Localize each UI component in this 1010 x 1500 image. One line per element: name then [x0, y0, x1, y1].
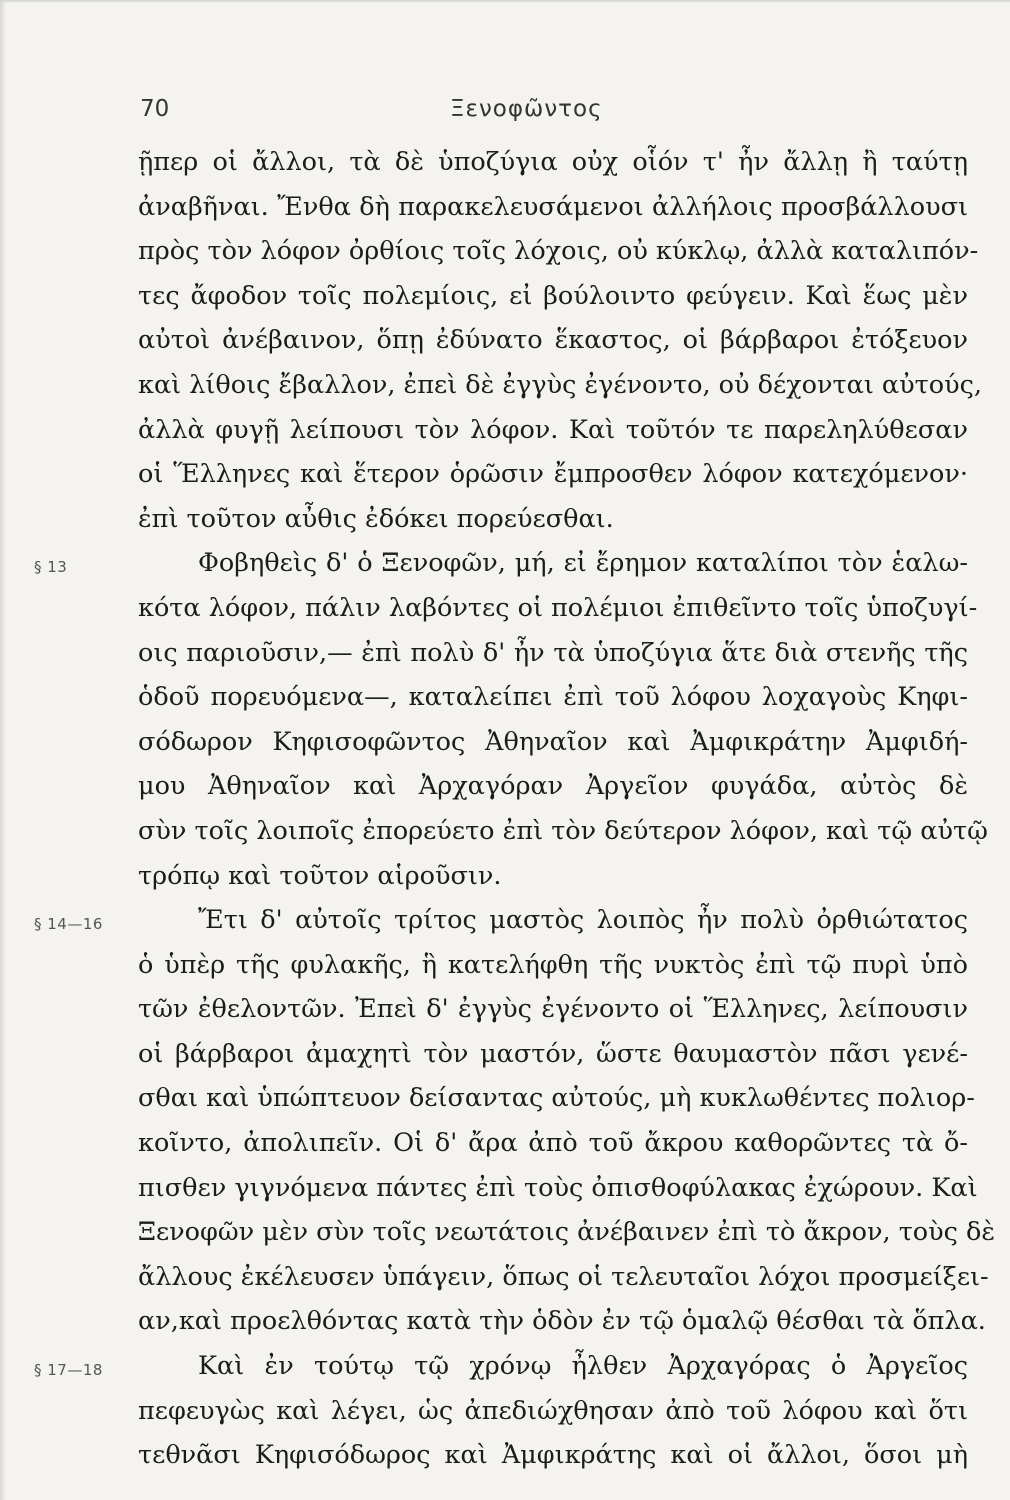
- text-line: [138, 809, 988, 854]
- text-line: [138, 318, 968, 363]
- text-line: [138, 1389, 968, 1434]
- line-text: Καὶ ἐν τούτῳ τῷ χρόνῳ ἦλθεν Ἀρχαγόρας ὁ Ἀργεῖος: [198, 1351, 968, 1382]
- line-text: σὺν τοῖς λοιποῖς ἐπορεύετο ἐπὶ τὸν δεύτερον λόφον, καὶ τῷ αὐτῷ: [138, 815, 988, 846]
- line-text: ῇπερ οἱ ἄλλοι, τὰ δὲ ὑποζύγια οὐχ οἷόν τ' ἦν ἄλλῃ ἢ ταύτῃ: [138, 147, 968, 177]
- line-text: ἀναβῆναι. Ἔνθα δὴ παρακελευσάμενοι ἀλλήλοις προσβάλλουσι: [138, 191, 968, 222]
- line-text: τες ἄφοδον τοῖς πολεμίοις, εἰ βούλοιντο φεύγειν. Καὶ ἕως μὲν: [138, 280, 968, 311]
- line-text: οἱ Ἕλληνες καὶ ἕτερον ὁρῶσιν ἔμπροσθεν λόφον κατεχόμενον·: [138, 459, 968, 490]
- text-line: [138, 1121, 968, 1166]
- page-number: 70: [140, 96, 170, 122]
- text-line: [138, 408, 968, 453]
- text-line: [138, 140, 968, 185]
- text-line: [138, 1255, 989, 1300]
- line-text: ἀλλὰ φυγῇ λείπουσι τὸν λόφον. Καὶ τοῦτόν τε παρεληλύθεσαν: [138, 414, 968, 445]
- body-text: [34, 140, 996, 1478]
- line-text: σόδωρον Κηφισοφῶντος Ἀθηναῖον καὶ Ἀμφικράτην Ἀμφιδή-: [138, 726, 968, 757]
- text-line: [138, 1433, 968, 1478]
- page-top-edge: [0, 0, 1010, 3]
- text-line: [138, 1076, 975, 1121]
- text-line: [138, 185, 968, 230]
- text-line: [34, 541, 968, 586]
- text-line: [138, 1210, 996, 1255]
- line-text: πισθεν γιγνόμενα πάντες ἐπὶ τοὺς ὀπισθοφύλακας ἐχώρουν. Καὶ: [138, 1172, 978, 1203]
- line-text: πρὸς τὸν λόφον ὀρθίοις τοῖς λόχοις, οὐ κύκλῳ, ἀλλὰ καταλιπόν-: [138, 236, 979, 267]
- line-text: τεθνᾶσι Κηφισόδωρος καὶ Ἀμφικράτης καὶ οἱ ἄλλοι, ὅσοι μὴ: [138, 1440, 968, 1471]
- line-text: Φοβηθεὶς δ' ὁ Ξενοφῶν, μή, εἰ ἔρημον καταλίποι τὸν ἑαλω-: [198, 548, 968, 579]
- text-line: [138, 363, 982, 408]
- text-line: [34, 1344, 968, 1389]
- line-text: μου Ἀθηναῖον καὶ Ἀρχαγόραν Ἀργεῖον φυγάδα, αὐτὸς δὲ: [138, 771, 968, 802]
- line-text: οἱ βάρβαροι ἀμαχητὶ τὸν μαστόν, ὥστε θαυμαστὸν πᾶσι γενέ-: [138, 1038, 968, 1069]
- text-line: [138, 943, 968, 988]
- line-text: κότα λόφον, πάλιν λαβόντες οἱ πολέμιοι ἐπιθεῖντο τοῖς ὑποζυγί-: [138, 592, 978, 623]
- text-line: [138, 631, 968, 676]
- text-line: [138, 497, 968, 542]
- line-text: ὁ ὑπὲρ τῆς φυλακῆς, ἣ κατελήφθη τῆς νυκτὸς ἐπὶ τῷ πυρὶ ὑπὸ: [138, 949, 968, 980]
- text-line: [138, 586, 978, 631]
- text-line: [34, 898, 968, 943]
- section-reference: § 14—16: [34, 915, 103, 934]
- line-text: τῶν ἐθελοντῶν. Ἐπεὶ δ' ἐγγὺς ἐγένοντο οἱ Ἕλληνες, λείπουσιν: [138, 994, 968, 1025]
- text-line: [138, 987, 968, 1032]
- line-text: ὁδοῦ πορευόμενα—, καταλείπει ἐπὶ τοῦ λόφου λοχαγοὺς Κηφι-: [138, 682, 968, 713]
- line-text: ἐπὶ τοῦτον αὖθις ἐδόκει πορεύεσθαι.: [138, 503, 614, 534]
- line-text: ἄλλους ἐκέλευσεν ὑπάγειν, ὅπως οἱ τελευταῖοι λόχοι προσμείξει-: [138, 1261, 989, 1292]
- section-reference: § 17—18: [34, 1361, 103, 1380]
- text-line: [138, 1032, 968, 1077]
- section-reference: § 13: [34, 558, 68, 577]
- line-text: πεφευγὼς καὶ λέγει, ὡς ἀπεδιώχθησαν ἀπὸ τοῦ λόφου καὶ ὅτι: [138, 1395, 968, 1426]
- page-gutter-shadow: [0, 0, 6, 1500]
- line-text: Ξενοφῶν μὲν σὺν τοῖς νεωτάτοις ἀνέβαινεν ἐπὶ τὸ ἄκρον, τοὺς δὲ: [138, 1217, 996, 1248]
- line-text: καὶ λίθοις ἔβαλλον, ἐπεὶ δὲ ἐγγὺς ἐγένοντο, οὐ δέχονται αὐτούς,: [138, 369, 982, 400]
- line-text: αὐτοὶ ἀνέβαινον, ὅπῃ ἐδύνατο ἕκαστος, οἱ βάρβαροι ἐτόξευον: [138, 325, 968, 356]
- line-text: αν,καὶ προελθόντας κατὰ τὴν ὁδὸν ἐν τῷ ὁμαλῷ θέσθαι τὰ ὅπλα.: [138, 1306, 986, 1337]
- text-line: [138, 274, 968, 319]
- line-text: οις παριοῦσιν,— ἐπὶ πολὺ δ' ἦν τὰ ὑποζύγια ἅτε διὰ στενῆς τῆς: [138, 637, 968, 668]
- line-text: Ἔτι δ' αὐτοῖς τρίτος μαστὸς λοιπὸς ἦν πολὺ ὀρθιώτατος: [198, 905, 968, 936]
- text-line: [138, 1299, 986, 1344]
- line-text: σθαι καὶ ὑπώπτευον δείσαντας αὐτούς, μὴ κυκλωθέντες πολιορ-: [138, 1083, 975, 1114]
- text-line: [138, 720, 968, 765]
- text-line: [138, 452, 968, 497]
- text-line: [138, 675, 968, 720]
- text-line: [138, 854, 968, 899]
- line-text: τρόπῳ καὶ τοῦτον αἱροῦσιν.: [138, 860, 502, 891]
- running-title: Ξενοφῶντος: [450, 96, 603, 122]
- text-line: [138, 229, 979, 274]
- page-header: [140, 96, 970, 136]
- line-text: κοῖντο, ἀπολιπεῖν. Οἱ δ' ἄρα ἀπὸ τοῦ ἄκρου καθορῶντες τὰ ὄ-: [138, 1128, 968, 1159]
- text-line: [138, 1166, 978, 1211]
- text-line: [138, 764, 968, 809]
